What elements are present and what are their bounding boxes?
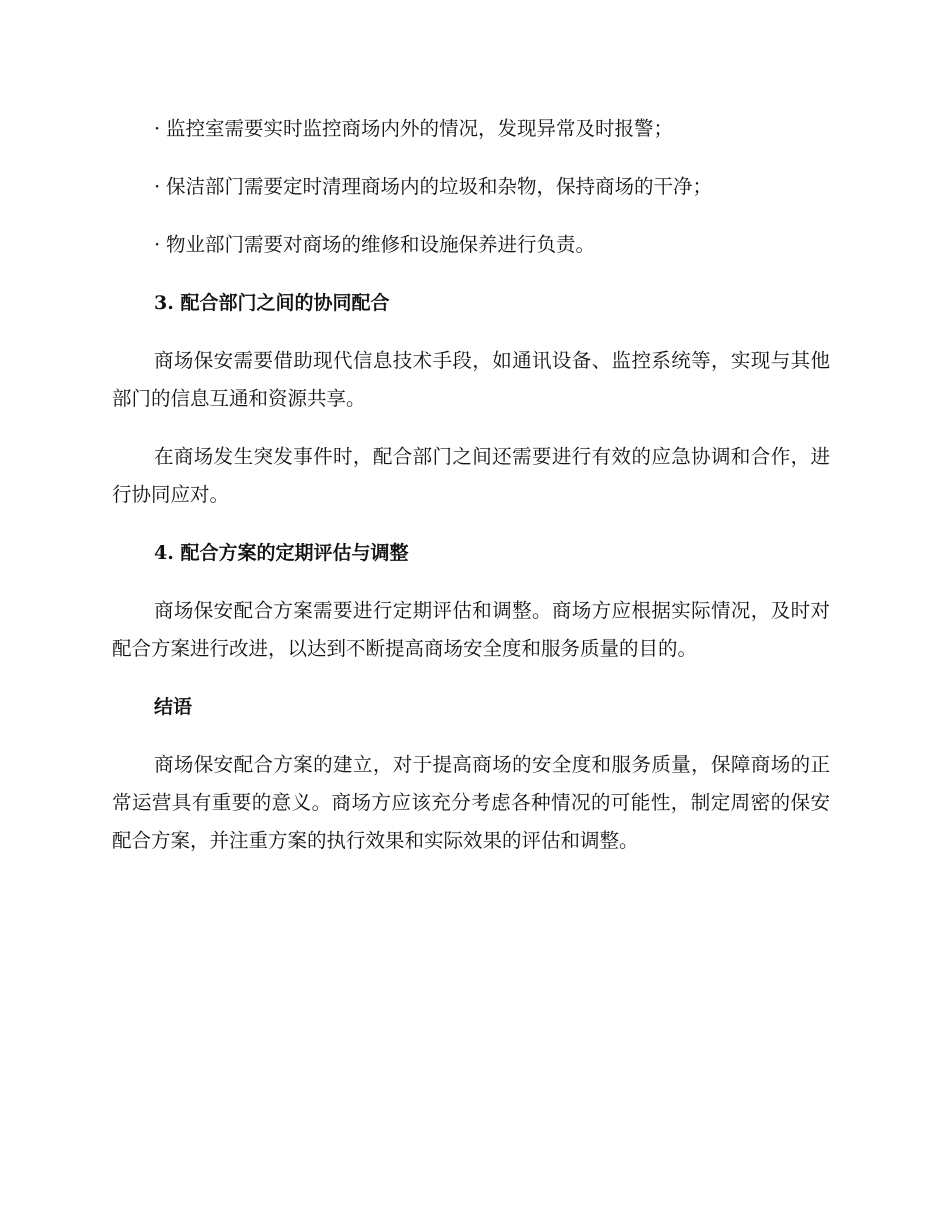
section-3-paragraph-2: 在商场发生突发事件时，配合部门之间还需要进行有效的应急协调和合作，进行协同应对。 bbox=[112, 445, 830, 506]
section-4-paragraph-1: 商场保安配合方案需要进行定期评估和调整。商场方应根据实际情况，及时对配合方案进行改进，以达到不断提高商场安全度和服务质量的目的。 bbox=[112, 599, 830, 660]
bullet-text: 物业部门需要对商场的维修和设施保养进行负责。 bbox=[166, 233, 596, 256]
bullet-item bbox=[112, 168, 830, 206]
conclusion-paragraph: 商场保安配合方案的建立，对于提高商场的安全度和服务质量，保障商场的正常运营具有重要的意义。商场方应该充分考虑各种情况的可能性，制定周密的保安配合方案，并注重方案的执行效果和实际效果的评估和调整。 bbox=[112, 753, 830, 852]
bullet-marker: · bbox=[154, 117, 161, 140]
section-3-heading: 3. 配合部门之间的协同配合 bbox=[154, 292, 390, 314]
section-4-heading: 4. 配合方案的定期评估与调整 bbox=[154, 542, 409, 564]
bullet-item bbox=[112, 110, 830, 148]
bullet-marker: · bbox=[154, 175, 161, 198]
bullet-text: 保洁部门需要定时清理商场内的垃圾和杂物，保持商场的干净； bbox=[166, 175, 713, 198]
bullet-text: 监控室需要实时监控商场内外的情况，发现异常及时报警； bbox=[166, 117, 674, 140]
bullet-item bbox=[112, 226, 830, 264]
document-body bbox=[112, 110, 830, 880]
bullet-marker: · bbox=[154, 233, 161, 256]
section-3-paragraph-1: 商场保安需要借助现代信息技术手段，如通讯设备、监控系统等，实现与其他部门的信息互通和资源共享。 bbox=[112, 349, 830, 410]
conclusion-heading: 结语 bbox=[154, 696, 193, 718]
